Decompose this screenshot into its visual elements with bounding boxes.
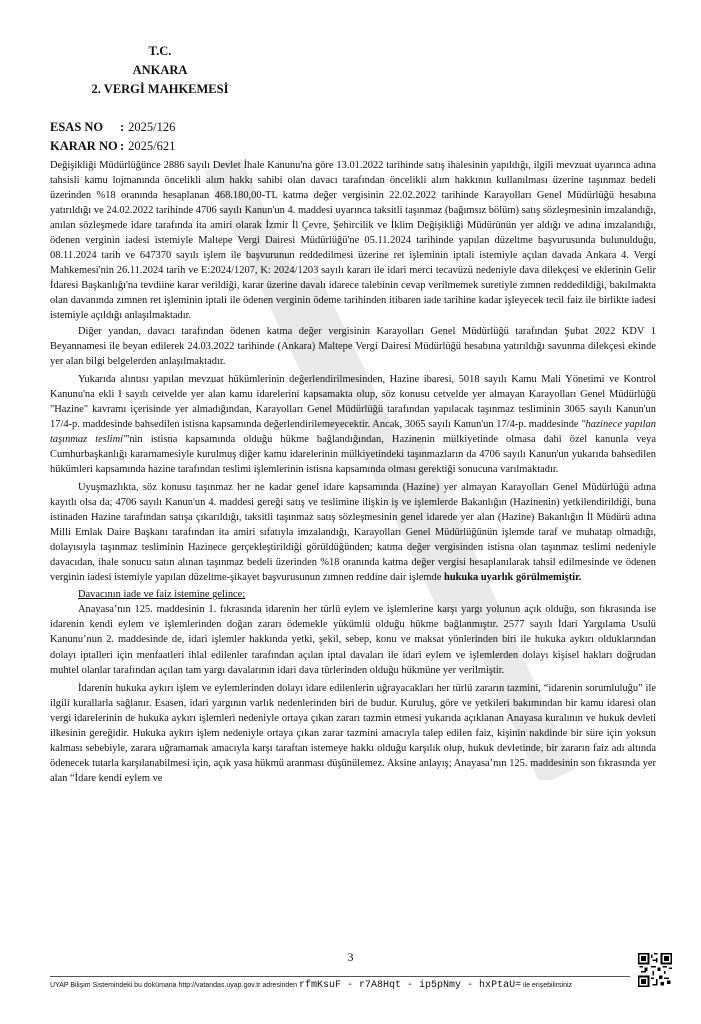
conclusion-bold: hukuka uyarlık görülmemiştir. [444, 572, 582, 584]
paragraph-4: Uyuşmazlıkta, söz konusu taşınmaz her ne kadar genel idare kapsamında (Hazine) yer almayan Karayolları Genel Müdürlüğü adına kayıtlı olsa da; 4706 sayılı Kanun'un 4. maddesi gereği satış ve teslimine ilişkin iş ve işlemlerde Bakanlığın (Hazinenin) yetkilendirildiği, buna istinaden Hazine tarafından satışa çıkarıldığı, taksitli taşınmaz satış sözleşmesinin genel idarede yer alan (Hazine) Bakanlığın İl Müdürü adına Milli Emlak Daire Başkanı tarafından ita amiri sıfatıyla imzalandığı, Karayolları Genel Müdürlüğünün işlemde taraf ve muhatap olmadığı, dolayısıyla taşınmaz tesliminin Hazinece gerçekleştirildiği görüldüğünden; katma değer vergisinden istisna olan taşınmaz teslimi nedeniyle davacıdan, ihale sonucu satın alınan taşınmaz bedeli üzerinden %18 oranında katma değer vergisi hesaplanılarak tahsil edilmesinde ve ödenen verginin iadesi istemiyle yapılan düzeltme-şikayet başvurusunun zımnen reddine dair işlemde hukuka uyarlık görülmemiştir. [50, 481, 656, 584]
karar-value: 2025/621 [128, 139, 176, 153]
footer-prefix: UYAP Bilişim Sistemindeki bu dokümana http://vatandas.uyap.gov.tr adresinden [50, 982, 298, 989]
page-number: 3 [347, 950, 354, 964]
paragraph-6: İdarenin hukuka aykırı işlem ve eylemlerinden dolayı idare edilenlerin uğrayacakları her türlü zararın tazmini, “idarenin sorumluluğu” ile ilgili kurallarla sağlanır. Esasen, idari yargının varlık nedenlerinden biri de budur. Kuruluş, göre ve yetkileri bakımından bir kamu idaresi olan vergi idarelerinin de hukuka aykırı işlemleri nedeniyle ortaya çıkan zararı tazmin etmesi yukarıda açıklanan Anayasa kuralının ve hukuk devleti ilkesinin gereğidir. Hukuka aykırı işlem nedeniyle ortaya çıkan zarar tazmini amacıyla talep edilen faiz, kişinin nakdinde bir süre için yoksun kalması sebebiyle, zarara uğramamak amacıyla karşı taraftan istemeye hakkı olduğu karşılık olup, hukuk devletinde, bir zararın faiz adı altında ödenecek tutarla karşılanabilmesi için, açık yasa hükmü aranması düşünülemez. Aksine anlayış; Anayasa’nın 125. maddesinin son fıkrasında yer alan “İdare kendi eylem ve [50, 682, 656, 784]
paragraph-1: Değişikliği Müdürlüğünce 2886 sayılı Devlet İhale Kanunu'na göre 13.01.2022 tarihinde satış ihalesinin yapıldığı, ilgili mevzuat uyarınca adına tahsisli kamu lojmanında öncelikli alım hakkı sahibi olan davacı tarafından öncelikli alım hakkının kullanılması üzerine taşınmaz bedeli üzerinden %18 oranında hesaplanan 468.180,00-TL katma değer vergisinin 22.02.2022 tarihinde Karayolları Genel Müdürlüğü hesabına yatırıldığı ve 24.02.2022 tarihinde 4706 sayılı Kanun'un 4. maddesi uyarınca taksitli taşınmaz (bağımsız bölüm) satış sözleşmesinin imzalandığı, anılan sözleşmede idare tarafında ita amiri olarak İzmir İl Çevre, Şehircilik ve İklim Değişikliği Müdürünün yer aldığı ve adına imzalandığı, ödenen verginin iadesi istemiyle Maltepe Vergi Dairesi Müdürlüğü'ne 05.11.2024 tarihinde yapılan düzeltme başvurusunda bulunulduğu, 08.11.2024 tarih ve 647370 sayılı işlem ile başvurunun reddedilmesi üzerine ret işleminin iptali istemiyle açılan davada Ankara 4. Vergi Mahkemesi'nin 26.11.2024 tarih ve E:2024/1207, K: 2024/1203 sayılı kararı ile idari merci tecavüzü nedeniyle dava dilekçesi ve eklerinin Gelir İdaresi Başkanlığı'na tevdiine karar verildiği, karar üzerine davalı idarece talebinin cevap verilmemek suretiyle zımnen reddedildiği, bakılmakta olan davanında zımnen ret işleminin iptali ile ödenen verginin ödeme tarihinden itibaren iade tarihine kadar işleyecek tecil faiz ile birlikte iadesi istemiyle açıldığı anlaşılmaktadır. [50, 160, 656, 322]
italic-quote: "hazinece yapılan taşınmaz teslimi" [50, 418, 656, 445]
footer-divider [50, 976, 630, 977]
verification-code: rfmKsuF - r7A8Hqt - ip5pNmy - hxPtaU= [299, 980, 522, 991]
section-heading: Davacının iade ve faiz istemine gelince; [78, 589, 246, 601]
paragraph-3: Yukarıda alıntısı yapılan mevzuat hükümlerinin değerlendirilmesinden, Hazine ibaresi, 5018 sayılı Kamu Mali Yönetimi ve Kontrol Kanunu'na ekli I sayılı cetvelde yer alan kamu idarelerini kapsamakta olup, söz konusu cetvelde yer almayan Karayolları Genel Müdürlüğü "Hazine" kavramı içerisinde yer almadığından, Karayolları Genel Müdürlüğü tarafından yapılacak taşınmaz tesliminin 3065 sayılı Kanun'un 17/4-p. maddesinde bahsedilen istisna kapsamında değerlendirilemeyecektir. Ancak, 3065 sayılı Kanun'un 17/4-p. maddesinde "hazinece yapılan taşınmaz teslimi"'nin istisna kapsamında olduğu hükme bağlandığından, Hazinenin mülkiyetinde olmasa dahi özel kanunla veya Cumhurbaşkanlığı kararnamesiyle kurulmuş diğer kamu idarelerinin mülkiyetindeki taşınmazların da 4706 sayılı Kanun'un yukarıda bahsedilen hükümleri kapsamında hazine tarafından teslimi işlemlerinin istisna kapsamında olması gerektiği sonucuna varılmaktadır. [50, 373, 656, 475]
karar-row: KARAR NO : 2025/621 [50, 137, 175, 156]
paragraph-5: Anayasa’nın 125. maddesinin 1. fıkrasında idarenin her türlü eylem ve işlemlerine karşı yargı yolunun açık olduğu, son fıkrasında ise idarenin kendi eylem ve işlemlerinden doğan zararı ödemekle yükümlü olduğu hükme bağlanmıştır. 2577 sayılı İdari Yargılama Usulü Kanunu’nun 2. maddesinde de, idari işlemler hakkında yetki, şekil, sebep, konu ve maksat yönlerinden biri ile hukuka aykırı olduklarından dolayı iptalleri için menfaatleri ihlal edilenler tarafından açılan iptal davaları ile idari eylem ve işlemlerden dolayı kişisel hakları doğrudan muhtel olanlar tarafından açılan tam yargı davalarının idari dava türlerinden olduğu hükmüne yer verilmiştir. [50, 604, 656, 676]
esas-label: ESAS NO [50, 120, 104, 134]
document-body [50, 158, 656, 786]
footer-text [50, 980, 572, 991]
esas-row: ESAS NO : 2025/126 [50, 118, 175, 137]
qr-code-icon [638, 953, 672, 987]
esas-value: 2025/126 [128, 120, 176, 134]
case-numbers [50, 118, 175, 156]
paragraph-2: Diğer yandan, davacı tarafından ödenen katma değer vergisinin Karayolları Genel Müdürlüğü tarafından Şubat 2022 KDV 1 Beyannamesi ile beyan edilerek 24.03.2022 tarihinde (Ankara) Maltepe Vergi Dairesi Müdürlüğü hesabına yatırıldığı savunma dilekçesi ekinde yer alan bilgi belgelerden anlaşılmaktadır. [50, 325, 656, 367]
footer-suffix: ile erişebilirsiniz [523, 982, 573, 989]
court-header [60, 42, 260, 99]
karar-label: KARAR NO [50, 139, 118, 153]
header-city: ANKARA [132, 63, 188, 77]
header-court: 2. VERGİ MAHKEMESİ [91, 82, 229, 96]
header-tc: T.C. [148, 44, 172, 58]
